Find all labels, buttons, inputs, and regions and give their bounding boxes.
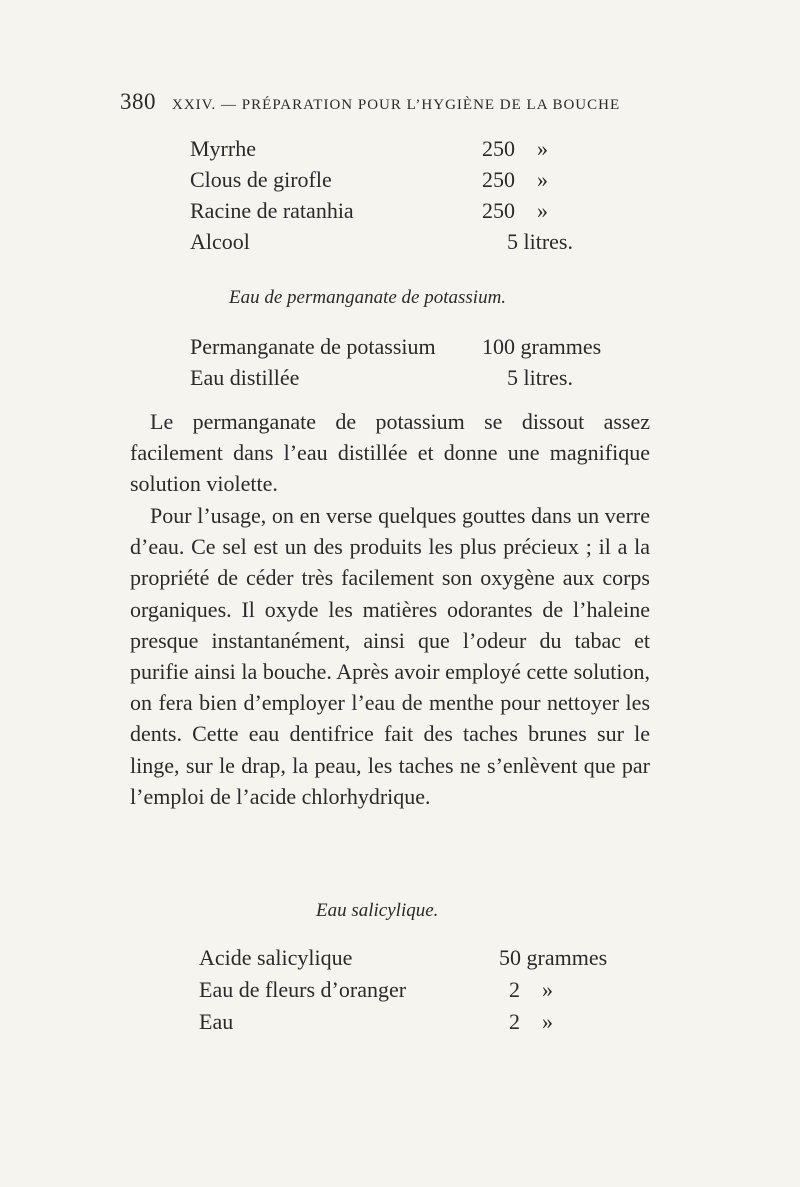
section-title: Eau de permanganate de potassium. <box>229 287 507 308</box>
ingredient-name: Permanganate de potassium <box>190 334 436 359</box>
ingredient-line <box>199 977 553 1003</box>
ingredient-name: Eau <box>199 1009 234 1034</box>
ingredient-line <box>199 945 608 971</box>
ingredient-quantity: 50 grammes <box>499 945 608 970</box>
ingredient-quantity: 250 » <box>482 167 548 192</box>
ingredient-line <box>190 365 573 391</box>
section-title: Eau salicylique. <box>316 900 439 921</box>
ingredient-quantity: 250 » <box>482 136 548 161</box>
ingredient-name: Acide salicylique <box>199 945 353 970</box>
running-header <box>120 89 650 115</box>
page-number: 380 <box>120 89 156 114</box>
ingredient-quantity: 5 litres. <box>507 229 573 254</box>
ingredient-line <box>199 1009 553 1035</box>
ingredient-quantity: 250 » <box>482 198 548 223</box>
ingredient-name: Racine de ratanhia <box>190 198 354 223</box>
ingredient-line <box>190 334 602 360</box>
paragraph-text: Le permanganate de potassium se dissout assez facilement dans l’eau distillée et donne une magnifique solution violette. <box>130 409 650 497</box>
ingredient-quantity: 2 » <box>509 1009 553 1034</box>
ingredient-line <box>190 136 548 162</box>
body-paragraph <box>130 406 650 500</box>
ingredient-line <box>190 229 573 255</box>
ingredient-quantity: 100 grammes <box>482 334 602 359</box>
ingredient-quantity: 2 » <box>509 977 553 1002</box>
ingredient-quantity: 5 litres. <box>507 365 573 390</box>
running-title: XXIV. — PRÉPARATION POUR L’HYGIÈNE DE LA BOUCHE <box>172 97 621 113</box>
ingredient-name: Alcool <box>190 229 250 254</box>
ingredient-name: Clous de girofle <box>190 167 332 192</box>
ingredient-name: Myrrhe <box>190 136 256 161</box>
ingredient-name: Eau distillée <box>190 365 300 390</box>
paragraph-text: Pour l’usage, on en verse quelques gouttes dans un verre d’eau. Ce sel est un des produits les plus précieux ; il a la propriété de céder très facilement son oxygène aux corps organiques. Il oxyde les matières odorantes de l’haleine presque instantanément, ainsi que l’odeur du tabac et purifie ainsi la bouche. Après avoir employé cette solution, on fera bien d’employer l’eau de menthe pour nettoyer les dents. Cette eau dentifrice fait des taches brunes sur le linge, sur le drap, la peau, les taches ne s’enlèvent que par l’emploi de l’acide chlorhydrique. <box>130 503 650 809</box>
ingredient-line <box>190 198 548 224</box>
ingredient-name: Eau de fleurs d’oranger <box>199 977 407 1002</box>
ingredient-line <box>190 167 548 193</box>
body-paragraph <box>130 500 650 812</box>
